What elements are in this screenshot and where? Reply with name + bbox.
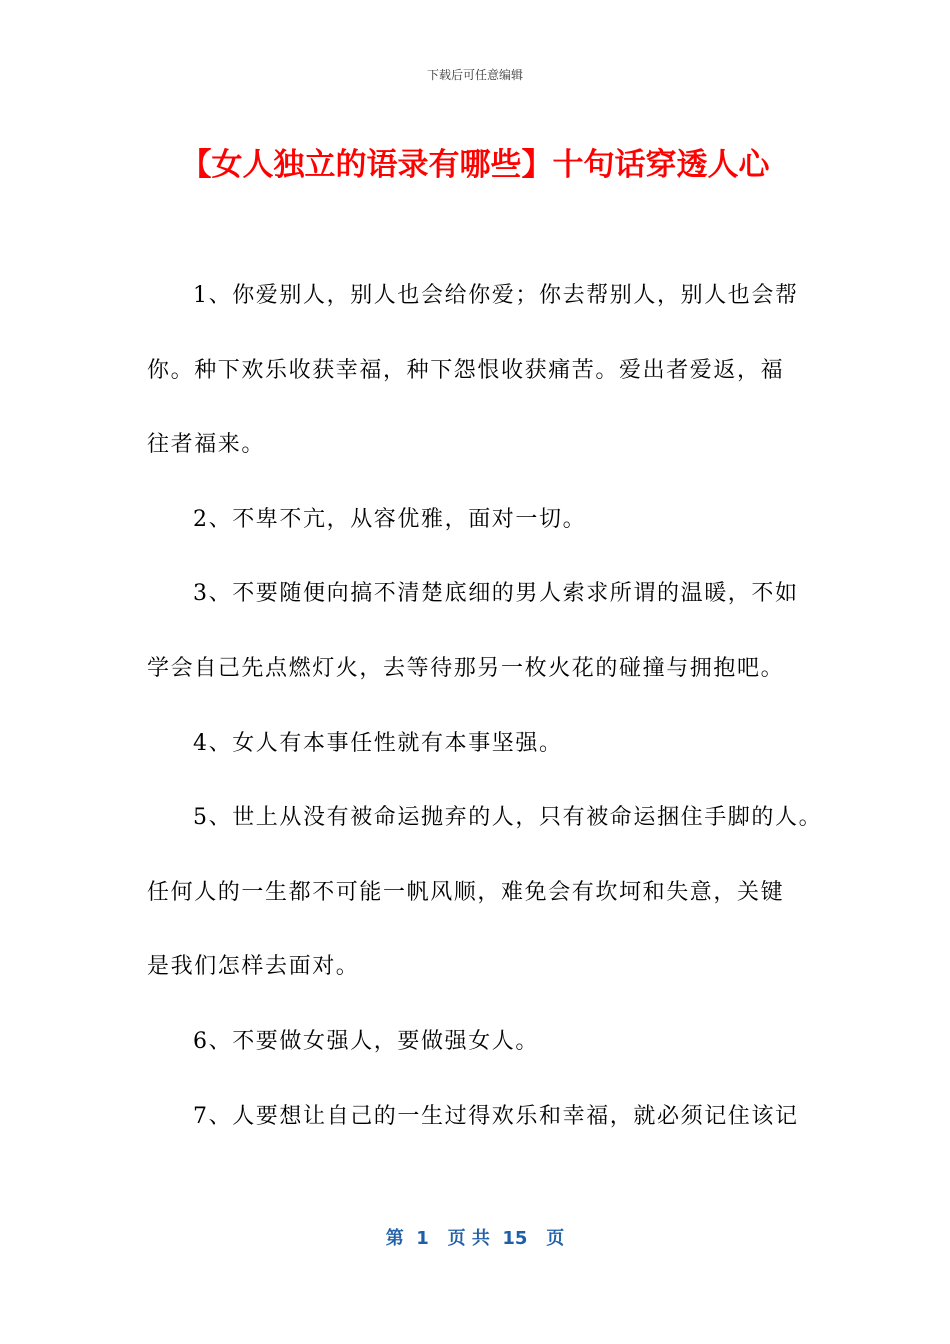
body-line: 学会自己先点燃灯火，去等待那另一枚火花的碰撞与拥抱吧。 [147, 655, 785, 681]
body-line: 往者福来。 [147, 432, 266, 458]
document-body [147, 259, 823, 1154]
body-line: 5、世上从没有被命运抛弃的人，只有被命运捆住手脚的人。 [193, 805, 823, 831]
body-line: 是我们怎样去面对。 [147, 954, 360, 980]
body-line: 4、女人有本事任性就有本事坚强。 [193, 730, 563, 756]
body-line: 任何人的一生都不可能一帆风顺，难免会有坎坷和失意，关键 [147, 879, 785, 905]
page-number-footer: 第 1 页 共 15 页 [385, 1228, 565, 1249]
body-line: 你。种下欢乐收获幸福，种下怨恨收获痛苦。爱出者爱返，福 [147, 357, 785, 383]
header-note: 下载后可任意编辑 [426, 68, 523, 82]
body-line: 3、不要随便向搞不清楚底细的男人索求所谓的温暖，不如 [193, 581, 799, 607]
document-title: 【女人独立的语录有哪些】十句话穿透人心 [180, 147, 770, 183]
body-line: 7、人要想让自己的一生过得欢乐和幸福，就必须记住该记 [193, 1103, 799, 1129]
body-line: 2、不卑不亢，从容优雅，面对一切。 [193, 506, 587, 532]
body-line: 1、你爱别人，别人也会给你爱；你去帮别人，别人也会帮 [193, 283, 799, 308]
body-line: 6、不要做女强人，要做强女人。 [193, 1028, 539, 1054]
